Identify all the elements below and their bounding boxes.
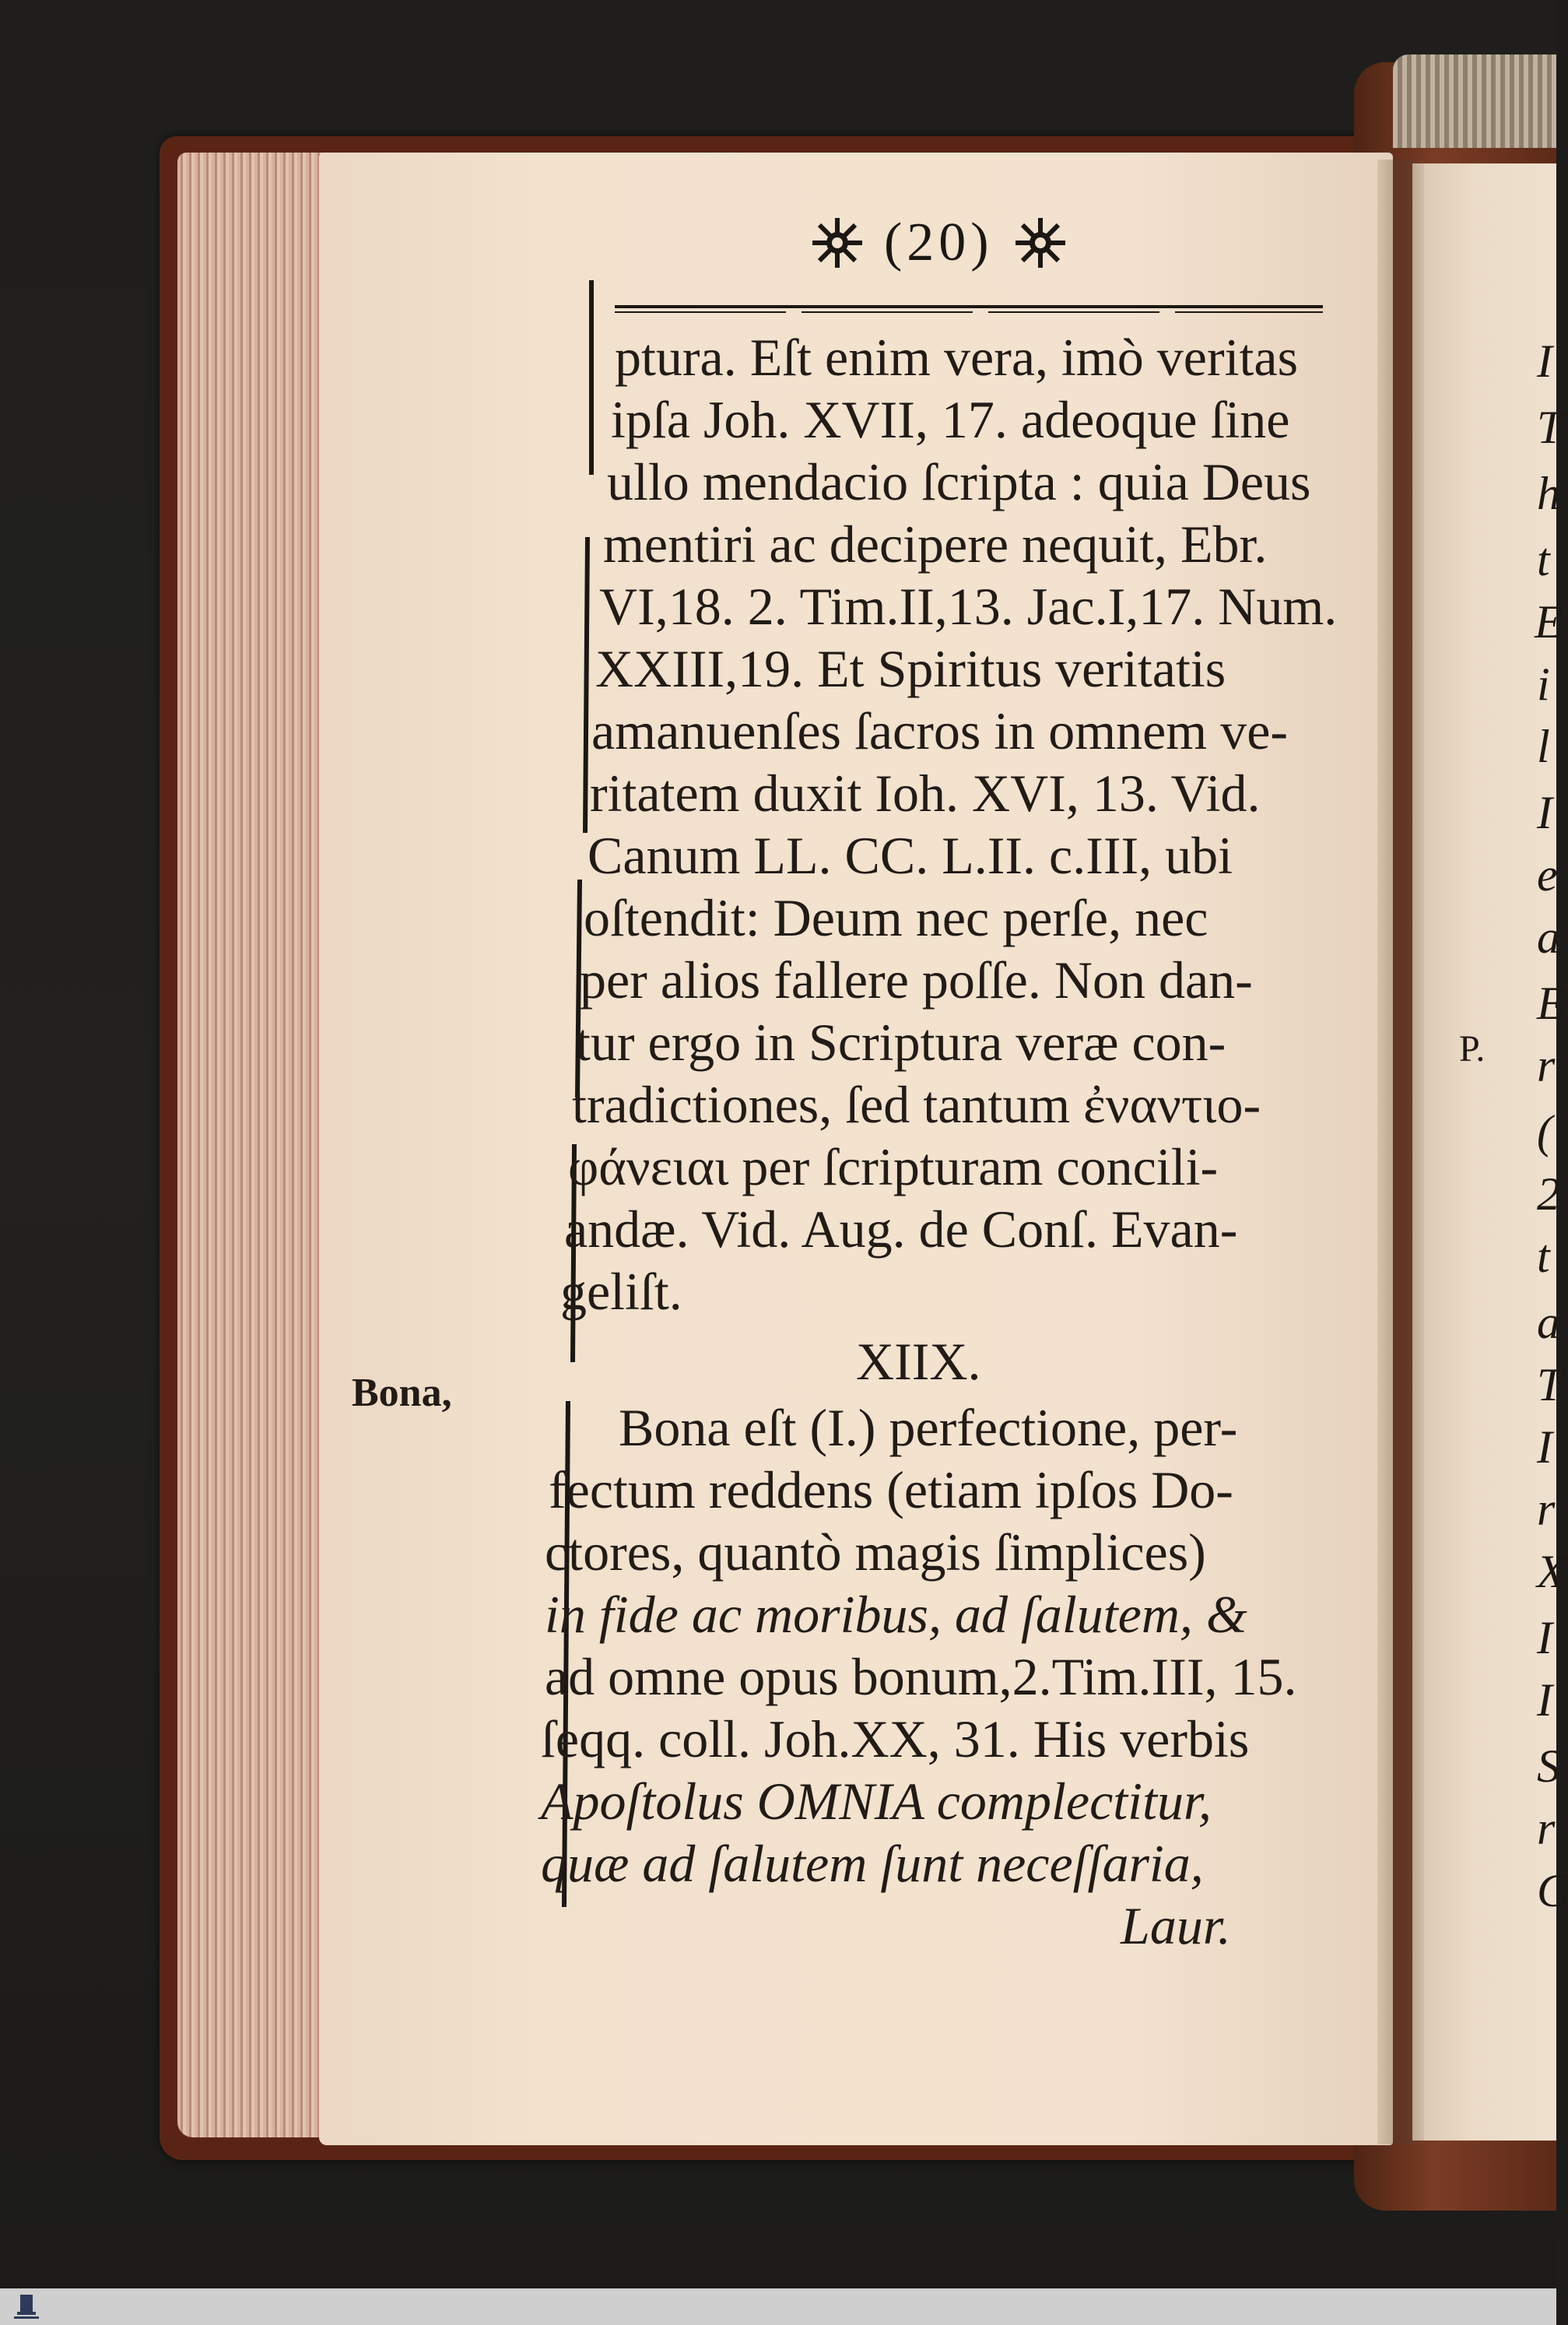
right-page-fragment: S bbox=[1537, 1740, 1560, 1792]
right-page-fragment: E bbox=[1537, 978, 1566, 1029]
right-page bbox=[1412, 163, 1556, 2141]
page-edges bbox=[177, 153, 341, 2137]
flower-ornament-icon bbox=[1012, 215, 1068, 271]
right-page-fragment: 2 bbox=[1537, 1168, 1560, 1220]
right-page-fragment: I bbox=[1537, 787, 1552, 838]
right-page-fragment: a bbox=[1537, 911, 1560, 963]
text-line: tur ergo in Scriptura veræ con- bbox=[576, 1013, 1226, 1072]
right-page-fragment: t bbox=[1537, 1231, 1550, 1282]
running-head bbox=[809, 204, 1068, 282]
right-page-fragment: E bbox=[1535, 596, 1563, 648]
right-page-fragment: C bbox=[1537, 1865, 1568, 1916]
right-page-fragment: i bbox=[1537, 659, 1550, 710]
text-line: quæ ad ſalutem ſunt neceſſaria, bbox=[541, 1834, 1204, 1893]
right-page-fragment: h bbox=[1537, 468, 1560, 519]
page-number: (20) bbox=[884, 212, 994, 272]
text-line: Bona eſt (I.) perfectione, per- bbox=[619, 1398, 1238, 1457]
text-line: in fide ac moribus, ad ſalutem, & bbox=[545, 1585, 1247, 1644]
text-line: mentiri ac decipere nequit, Ebr. bbox=[603, 515, 1268, 574]
text-line: tradictiones, ſed tantum ἐναντιο- bbox=[572, 1075, 1261, 1134]
book-gutter bbox=[1377, 160, 1424, 2144]
text-line: oſtendit: Deum nec perſe, nec bbox=[584, 888, 1208, 947]
text-line: φάνειαι per ſcripturam concili- bbox=[568, 1137, 1219, 1196]
right-page-fragment: I bbox=[1537, 335, 1552, 387]
flower-ornament-icon bbox=[809, 215, 865, 271]
right-page-fragment: l bbox=[1537, 721, 1550, 772]
right-page-fragment: r bbox=[1537, 1484, 1556, 1535]
text-line: Apoſtolus OMNIA complectitur, bbox=[541, 1772, 1212, 1831]
text-line: ritatem duxit Ioh. XVI, 13. Vid. bbox=[590, 764, 1261, 823]
right-page-fragment: ( bbox=[1537, 1106, 1552, 1157]
text-line: Canum LL. CC. L.II. c.III, ubi bbox=[588, 826, 1233, 885]
text-line: fectum reddens (etiam ipſos Do- bbox=[549, 1460, 1233, 1519]
text-line: VI,18. 2. Tim.II,13. Jac.I,17. Num. bbox=[599, 577, 1338, 636]
text-line: ad omne opus bonum,2.Tim.III, 15. bbox=[545, 1647, 1297, 1706]
text-line: geliſt. bbox=[560, 1262, 682, 1321]
right-page-fragment: I bbox=[1537, 1674, 1552, 1726]
text-line: amanuenſes ſacros in omnem ve- bbox=[591, 701, 1289, 760]
library-logo-icon bbox=[9, 2292, 44, 2323]
text-line: andæ. Vid. Aug. de Conſ. Evan- bbox=[564, 1199, 1238, 1259]
viewer-bottom-bar bbox=[0, 2288, 1556, 2325]
right-page-fragment: T bbox=[1537, 1359, 1563, 1410]
text-line: XXIII,19. Et Spiritus veritatis bbox=[595, 639, 1226, 698]
text-line: ctores, quantò magis ſimplices) bbox=[545, 1522, 1206, 1582]
right-page-fragment: T bbox=[1537, 402, 1563, 453]
right-page-fragment: a bbox=[1537, 1297, 1560, 1348]
text-line: ptura. Eſt enim vera, imò veritas bbox=[615, 328, 1299, 387]
right-page-fragment: I bbox=[1537, 1612, 1552, 1663]
right-page-fragment: r bbox=[1537, 1803, 1556, 1854]
right-page-fragment: t bbox=[1537, 534, 1550, 585]
spine-headband bbox=[1393, 54, 1556, 148]
right-page-fragment: r bbox=[1537, 1040, 1556, 1091]
catchword: Laur. bbox=[1121, 1896, 1231, 1955]
text-line: per alios fallere poſſe. Non dan- bbox=[580, 950, 1253, 1010]
right-page-fragment: e bbox=[1537, 849, 1558, 901]
text-line: ipſa Joh. XVII, 17. adeoque ſine bbox=[611, 390, 1290, 449]
right-page-fragment: I bbox=[1537, 1421, 1552, 1473]
marginal-note: Bona, bbox=[352, 1371, 452, 1415]
right-page-fragment: P. bbox=[1459, 1028, 1486, 1069]
text-line: ſeqq. coll. Joh.XX, 31. His verbis bbox=[541, 1709, 1250, 1768]
right-page-fragment: X bbox=[1537, 1546, 1566, 1597]
header-rule bbox=[615, 304, 1323, 314]
text-line: ullo mendacio ſcripta : quia Deus bbox=[607, 452, 1311, 511]
section-heading: XIIX. bbox=[856, 1332, 981, 1391]
